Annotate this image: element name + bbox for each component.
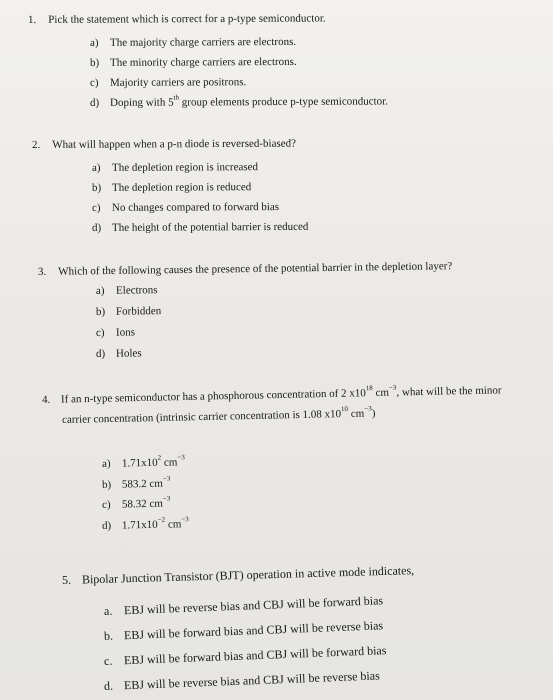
- option-text: Forbidden: [115, 305, 162, 318]
- option-letter: a.: [103, 603, 113, 618]
- question-number: 4.: [41, 393, 51, 406]
- option-letter: b): [101, 478, 112, 491]
- question-4: [42, 384, 502, 406]
- option-letter: c.: [103, 653, 113, 668]
- question-text: What will happen when a p-n diode is reversed-biased?: [52, 137, 297, 151]
- option-text: group elements produce p-type semiconductor.: [178, 95, 388, 109]
- option-letter: b): [89, 56, 100, 69]
- question-1: [28, 8, 326, 28]
- option-letter: d.: [103, 678, 114, 693]
- option-5b: [104, 618, 384, 644]
- option-superscript: th: [173, 93, 180, 102]
- option-5d: [104, 668, 380, 694]
- question-5: [62, 563, 415, 588]
- question-4-line2: carrier concentration (intrinsic carrier concentration is 1.08 $x10^{10}$ $cm^{-3}$): [61, 404, 376, 426]
- question-2: [32, 134, 296, 153]
- option-text: Majority carriers are positrons.: [109, 76, 247, 89]
- option-letter: d): [95, 347, 106, 360]
- option-letter: c): [89, 76, 99, 89]
- option-text: The minority charge carriers are electrons.: [109, 55, 297, 69]
- option-text: EBJ will be forward bias and CBJ will be reverse bias: [123, 618, 384, 643]
- option-letter: a): [91, 161, 101, 174]
- option-1c: [90, 76, 246, 89]
- question-number: 3.: [37, 265, 47, 278]
- option-2c: [92, 201, 279, 214]
- option-1a: [90, 36, 296, 49]
- option-letter: c): [95, 326, 105, 339]
- option-letter: d): [89, 96, 100, 109]
- question-text: Bipolar Junction Transistor (BJT) operation in active mode indicates,: [81, 563, 415, 587]
- option-text: EBJ will be forward bias and CBJ will be forward bias: [123, 643, 387, 668]
- question-text: Which of the following causes the presence of the potential barrier in the depletion layer?: [58, 260, 453, 278]
- option-text: Electrons: [115, 284, 158, 297]
- option-5c: [104, 643, 387, 669]
- option-2b: [92, 181, 251, 194]
- option-text: EBJ will be reverse bias and CBJ will be reverse bias: [123, 668, 380, 693]
- option-3d: [96, 347, 142, 360]
- option-letter: b): [95, 305, 106, 318]
- option-text: The majority charge carriers are electrons.: [109, 35, 297, 49]
- option-text: Doping with 5: [109, 96, 174, 109]
- option-text: No changes compared to forward bias: [111, 201, 280, 214]
- option-3b: [96, 305, 161, 318]
- option-letter: d): [91, 221, 102, 234]
- option-2d: [92, 221, 308, 234]
- question-text: Pick the statement which is correct for a p-type semiconductor.: [48, 12, 326, 26]
- option-text: EBJ will be reverse bias and CBJ will be forward bias: [123, 593, 384, 618]
- option-3a: [96, 284, 158, 297]
- option-letter: a): [101, 457, 111, 470]
- option-4c: c) 58.32 $cm^{-3}$: [101, 494, 171, 511]
- option-4b: b) 583.2 $cm^{-3}$: [101, 474, 171, 491]
- option-text: The depletion region is increased: [111, 161, 259, 174]
- question-number: 2.: [31, 138, 41, 151]
- option-letter: a): [95, 284, 105, 297]
- question-text: If an n-type semiconductor has a phosphorous concentration of 2 $x10^{18}$ $cm^{-3}$, what will be the minor: [60, 383, 502, 406]
- option-3c: [96, 326, 135, 339]
- option-text: The depletion region is reduced: [111, 181, 252, 194]
- question-number: 5.: [61, 572, 72, 587]
- question-number: 1.: [27, 13, 37, 26]
- option-text: Ions: [115, 326, 136, 339]
- option-letter: c): [101, 498, 111, 511]
- option-letter: a): [89, 36, 99, 49]
- option-5a: [104, 593, 384, 619]
- option-letter: b.: [103, 628, 114, 643]
- option-text: The height of the potential barrier is reduced: [111, 220, 309, 234]
- option-letter: b): [91, 181, 102, 194]
- option-1d: [90, 95, 388, 109]
- option-4d: d) $1.71x10^{-2}$ $cm^{-3}$: [101, 515, 189, 532]
- option-text: Holes: [115, 347, 142, 360]
- option-letter: c): [91, 201, 101, 214]
- option-4a: a) $1.71x10^2$ $cm^{-3}$: [101, 453, 185, 470]
- option-1b: [90, 56, 297, 69]
- option-2a: [92, 161, 258, 174]
- option-letter: d): [101, 519, 112, 532]
- question-3: [38, 256, 452, 280]
